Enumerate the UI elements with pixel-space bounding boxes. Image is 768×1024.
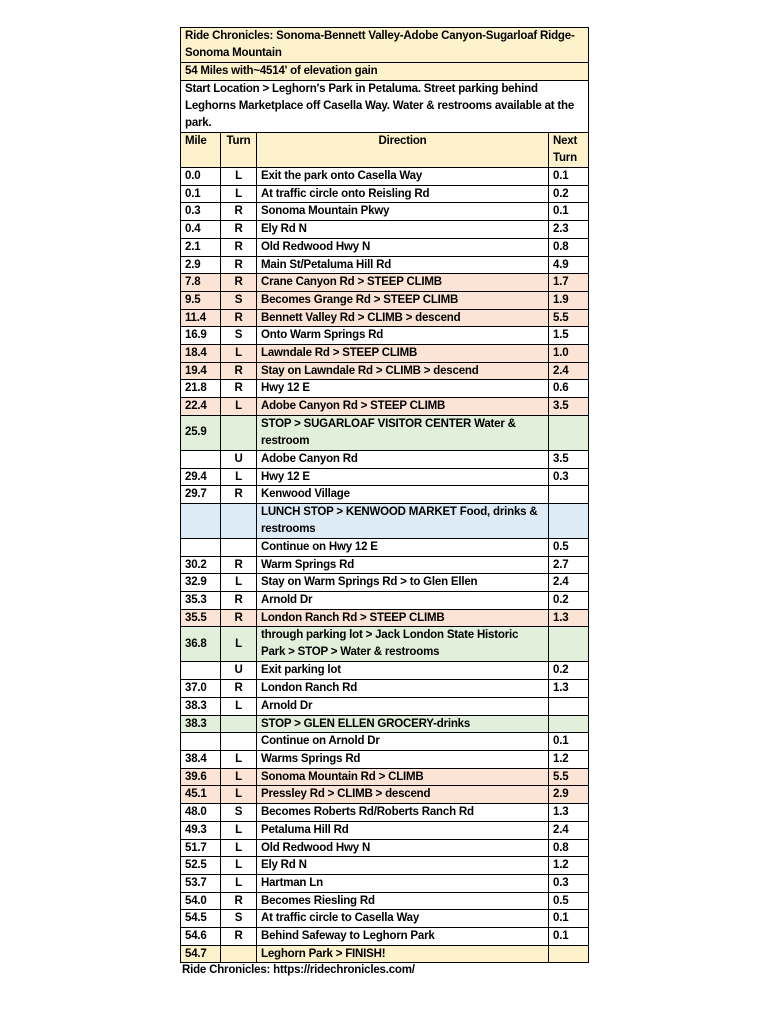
cue-row — [181, 486, 589, 504]
cue-direction: Ely Rd N — [257, 221, 549, 239]
cue-turn — [221, 733, 257, 751]
cue-next-turn: 5.5 — [549, 309, 589, 327]
cue-turn: L — [221, 821, 257, 839]
cue-next-turn: 2.4 — [549, 821, 589, 839]
cue-direction: Bennett Valley Rd > CLIMB > descend — [257, 309, 549, 327]
cue-row — [181, 468, 589, 486]
cue-turn: S — [221, 910, 257, 928]
cue-turn: L — [221, 574, 257, 592]
cue-mile: 30.2 — [181, 556, 221, 574]
cue-turn: R — [221, 238, 257, 256]
cue-row — [181, 556, 589, 574]
cue-mile: 38.3 — [181, 715, 221, 733]
cue-mile: 54.6 — [181, 928, 221, 946]
cue-next-turn: 0.8 — [549, 839, 589, 857]
cue-mile — [181, 733, 221, 751]
cue-row — [181, 345, 589, 363]
cue-mile: 49.3 — [181, 821, 221, 839]
cue-turn: L — [221, 185, 257, 203]
cue-next-turn: 2.3 — [549, 221, 589, 239]
cue-direction: At traffic circle to Casella Way — [257, 910, 549, 928]
header-mile: Mile — [181, 133, 221, 168]
cue-next-turn: 1.0 — [549, 345, 589, 363]
cue-next-turn: 1.3 — [549, 680, 589, 698]
cue-mile: 0.0 — [181, 168, 221, 186]
cue-row — [181, 238, 589, 256]
cue-next-turn — [549, 486, 589, 504]
cue-direction: Kenwood Village — [257, 486, 549, 504]
cue-next-turn: 1.2 — [549, 857, 589, 875]
cue-row — [181, 168, 589, 186]
cue-row — [181, 203, 589, 221]
cue-next-turn: 0.1 — [549, 928, 589, 946]
cue-mile: 18.4 — [181, 345, 221, 363]
cue-direction: Warms Springs Rd — [257, 750, 549, 768]
cue-next-turn: 2.7 — [549, 556, 589, 574]
cue-next-turn: 2.4 — [549, 362, 589, 380]
cue-mile: 22.4 — [181, 398, 221, 416]
cue-mile: 11.4 — [181, 309, 221, 327]
cue-direction: LUNCH STOP > KENWOOD MARKET Food, drinks & restrooms — [257, 503, 549, 538]
cue-turn: L — [221, 874, 257, 892]
cue-mile: 45.1 — [181, 786, 221, 804]
cue-direction: through parking lot > Jack London State Historic Park > STOP > Water & restrooms — [257, 627, 549, 662]
cue-next-turn — [549, 715, 589, 733]
cue-direction: Main St/Petaluma Hill Rd — [257, 256, 549, 274]
cue-turn: U — [221, 662, 257, 680]
cue-next-turn: 0.1 — [549, 733, 589, 751]
cue-turn: L — [221, 697, 257, 715]
cue-mile: 25.9 — [181, 415, 221, 450]
cue-turn: R — [221, 680, 257, 698]
cue-row — [181, 821, 589, 839]
ride-title: Ride Chronicles: Sonoma-Bennett Valley-Adobe Canyon-Sugarloaf Ridge-Sonoma Mountain — [181, 28, 589, 63]
cue-mile: 0.4 — [181, 221, 221, 239]
cue-row — [181, 857, 589, 875]
cue-direction: Arnold Dr — [257, 592, 549, 610]
cue-turn: U — [221, 450, 257, 468]
cue-next-turn — [549, 415, 589, 450]
cue-row — [181, 768, 589, 786]
cue-next-turn: 2.9 — [549, 786, 589, 804]
cue-mile: 7.8 — [181, 274, 221, 292]
cue-mile — [181, 450, 221, 468]
cue-direction: Petaluma Hill Rd — [257, 821, 549, 839]
cue-row — [181, 609, 589, 627]
cue-next-turn: 0.8 — [549, 238, 589, 256]
cue-direction: Continue on Hwy 12 E — [257, 538, 549, 556]
cue-turn: L — [221, 627, 257, 662]
cue-mile: 52.5 — [181, 857, 221, 875]
cue-direction: Behind Safeway to Leghorn Park — [257, 928, 549, 946]
cue-next-turn: 3.5 — [549, 398, 589, 416]
cue-mile: 51.7 — [181, 839, 221, 857]
cue-next-turn: 0.2 — [549, 662, 589, 680]
cue-turn: R — [221, 592, 257, 610]
cue-mile — [181, 662, 221, 680]
cue-turn: R — [221, 609, 257, 627]
cue-direction: At traffic circle onto Reisling Rd — [257, 185, 549, 203]
cue-direction: Becomes Roberts Rd/Roberts Ranch Rd — [257, 804, 549, 822]
cue-mile: 0.1 — [181, 185, 221, 203]
cue-mile: 54.0 — [181, 892, 221, 910]
cue-mile: 29.4 — [181, 468, 221, 486]
cue-row — [181, 750, 589, 768]
cue-row — [181, 503, 589, 538]
cue-row — [181, 680, 589, 698]
cue-mile: 36.8 — [181, 627, 221, 662]
cue-turn: R — [221, 556, 257, 574]
cue-direction: Becomes Grange Rd > STEEP CLIMB — [257, 291, 549, 309]
cue-direction: STOP > SUGARLOAF VISITOR CENTER Water & restroom — [257, 415, 549, 450]
cue-turn — [221, 945, 257, 963]
cue-row — [181, 398, 589, 416]
cue-mile: 19.4 — [181, 362, 221, 380]
cue-direction: Pressley Rd > CLIMB > descend — [257, 786, 549, 804]
cue-mile — [181, 538, 221, 556]
cue-turn: R — [221, 486, 257, 504]
cue-mile: 39.6 — [181, 768, 221, 786]
cue-next-turn: 0.6 — [549, 380, 589, 398]
cue-direction: Adobe Canyon Rd > STEEP CLIMB — [257, 398, 549, 416]
cue-row — [181, 892, 589, 910]
cue-direction: Ely Rd N — [257, 857, 549, 875]
cue-row — [181, 380, 589, 398]
cue-direction: Old Redwood Hwy N — [257, 238, 549, 256]
footer-credit: Ride Chronicles: https://ridechronicles.com/ — [182, 964, 415, 977]
cue-mile: 29.7 — [181, 486, 221, 504]
cue-next-turn: 1.7 — [549, 274, 589, 292]
cue-turn: R — [221, 274, 257, 292]
cue-direction: Old Redwood Hwy N — [257, 839, 549, 857]
cue-direction: Hwy 12 E — [257, 468, 549, 486]
cue-turn: R — [221, 380, 257, 398]
cue-row — [181, 309, 589, 327]
cue-row — [181, 291, 589, 309]
cue-row — [181, 874, 589, 892]
cue-next-turn: 0.3 — [549, 874, 589, 892]
cue-mile: 35.5 — [181, 609, 221, 627]
cue-row — [181, 804, 589, 822]
cue-turn: L — [221, 398, 257, 416]
cue-row — [181, 450, 589, 468]
cue-direction: Becomes Riesling Rd — [257, 892, 549, 910]
cue-mile: 53.7 — [181, 874, 221, 892]
cue-next-turn: 0.1 — [549, 168, 589, 186]
cue-mile: 37.0 — [181, 680, 221, 698]
cue-turn: S — [221, 804, 257, 822]
ride-summary: 54 Miles with~4514' of elevation gain — [181, 63, 589, 81]
cue-row — [181, 256, 589, 274]
cue-turn: L — [221, 839, 257, 857]
start-location: Start Location > Leghorn's Park in Petaluma. Street parking behind Leghorns Marketplace off Casella Way. Water & restrooms available at the park. — [181, 81, 589, 133]
cue-next-turn: 1.3 — [549, 609, 589, 627]
cue-direction: Stay on Lawndale Rd > CLIMB > descend — [257, 362, 549, 380]
cue-turn: R — [221, 221, 257, 239]
cue-direction: Lawndale Rd > STEEP CLIMB — [257, 345, 549, 363]
cue-next-turn: 3.5 — [549, 450, 589, 468]
cue-direction: STOP > GLEN ELLEN GROCERY-drinks — [257, 715, 549, 733]
cue-mile: 35.3 — [181, 592, 221, 610]
cue-turn — [221, 538, 257, 556]
cue-next-turn: 0.5 — [549, 892, 589, 910]
cue-turn: R — [221, 928, 257, 946]
cue-row — [181, 715, 589, 733]
cue-row — [181, 574, 589, 592]
cue-next-turn — [549, 627, 589, 662]
cue-next-turn: 0.2 — [549, 592, 589, 610]
cue-turn — [221, 503, 257, 538]
cue-next-turn: 1.9 — [549, 291, 589, 309]
cue-row — [181, 733, 589, 751]
cue-direction: Stay on Warm Springs Rd > to Glen Ellen — [257, 574, 549, 592]
cue-row — [181, 274, 589, 292]
cue-row — [181, 697, 589, 715]
cue-direction: Adobe Canyon Rd — [257, 450, 549, 468]
cue-next-turn: 1.3 — [549, 804, 589, 822]
cue-row — [181, 415, 589, 450]
cue-direction: Warm Springs Rd — [257, 556, 549, 574]
cue-mile: 2.9 — [181, 256, 221, 274]
cue-direction: Leghorn Park > FINISH! — [257, 945, 549, 963]
header-next-turn: Next Turn — [549, 133, 589, 168]
cue-next-turn: 5.5 — [549, 768, 589, 786]
header-turn: Turn — [221, 133, 257, 168]
cue-mile: 0.3 — [181, 203, 221, 221]
cue-turn — [221, 715, 257, 733]
cue-direction: Arnold Dr — [257, 697, 549, 715]
cue-row — [181, 627, 589, 662]
cue-turn: L — [221, 768, 257, 786]
cue-table — [180, 27, 589, 963]
cue-turn: R — [221, 362, 257, 380]
cue-next-turn — [549, 945, 589, 963]
cue-next-turn: 0.2 — [549, 185, 589, 203]
cue-mile: 38.4 — [181, 750, 221, 768]
cue-direction: Onto Warm Springs Rd — [257, 327, 549, 345]
cue-direction: Exit parking lot — [257, 662, 549, 680]
cue-row — [181, 185, 589, 203]
header-direction: Direction — [257, 133, 549, 168]
cue-row — [181, 928, 589, 946]
cue-mile — [181, 503, 221, 538]
cue-next-turn — [549, 503, 589, 538]
cue-direction: Hartman Ln — [257, 874, 549, 892]
cue-row — [181, 538, 589, 556]
cue-direction: London Ranch Rd — [257, 680, 549, 698]
cue-sheet — [180, 27, 588, 976]
cue-turn: R — [221, 892, 257, 910]
cue-row — [181, 592, 589, 610]
cue-turn: L — [221, 750, 257, 768]
cue-row — [181, 786, 589, 804]
cue-turn: R — [221, 256, 257, 274]
cue-mile: 21.8 — [181, 380, 221, 398]
cue-row — [181, 362, 589, 380]
cue-mile: 9.5 — [181, 291, 221, 309]
cue-mile: 54.7 — [181, 945, 221, 963]
cue-row — [181, 221, 589, 239]
cue-next-turn: 0.1 — [549, 910, 589, 928]
cue-mile: 54.5 — [181, 910, 221, 928]
cue-turn: L — [221, 857, 257, 875]
cue-next-turn: 1.2 — [549, 750, 589, 768]
cue-mile: 16.9 — [181, 327, 221, 345]
cue-row — [181, 910, 589, 928]
cue-turn: L — [221, 168, 257, 186]
cue-mile: 2.1 — [181, 238, 221, 256]
cue-next-turn: 2.4 — [549, 574, 589, 592]
cue-direction: Sonoma Mountain Pkwy — [257, 203, 549, 221]
cue-row — [181, 327, 589, 345]
cue-direction: Exit the park onto Casella Way — [257, 168, 549, 186]
cue-row — [181, 945, 589, 963]
cue-row — [181, 662, 589, 680]
cue-turn: R — [221, 203, 257, 221]
cue-turn: S — [221, 291, 257, 309]
cue-next-turn: 4.9 — [549, 256, 589, 274]
cue-next-turn — [549, 697, 589, 715]
cue-direction: Continue on Arnold Dr — [257, 733, 549, 751]
cue-turn: S — [221, 327, 257, 345]
cue-turn: L — [221, 345, 257, 363]
cue-turn: R — [221, 309, 257, 327]
cue-direction: Sonoma Mountain Rd > CLIMB — [257, 768, 549, 786]
cue-turn — [221, 415, 257, 450]
cue-turn: L — [221, 786, 257, 804]
cue-next-turn: 0.1 — [549, 203, 589, 221]
cue-next-turn: 0.5 — [549, 538, 589, 556]
cue-mile: 38.3 — [181, 697, 221, 715]
cue-direction: London Ranch Rd > STEEP CLIMB — [257, 609, 549, 627]
cue-next-turn: 0.3 — [549, 468, 589, 486]
cue-turn: L — [221, 468, 257, 486]
cue-row — [181, 839, 589, 857]
cue-mile: 48.0 — [181, 804, 221, 822]
cue-direction: Crane Canyon Rd > STEEP CLIMB — [257, 274, 549, 292]
cue-mile: 32.9 — [181, 574, 221, 592]
cue-direction: Hwy 12 E — [257, 380, 549, 398]
cue-next-turn: 1.5 — [549, 327, 589, 345]
